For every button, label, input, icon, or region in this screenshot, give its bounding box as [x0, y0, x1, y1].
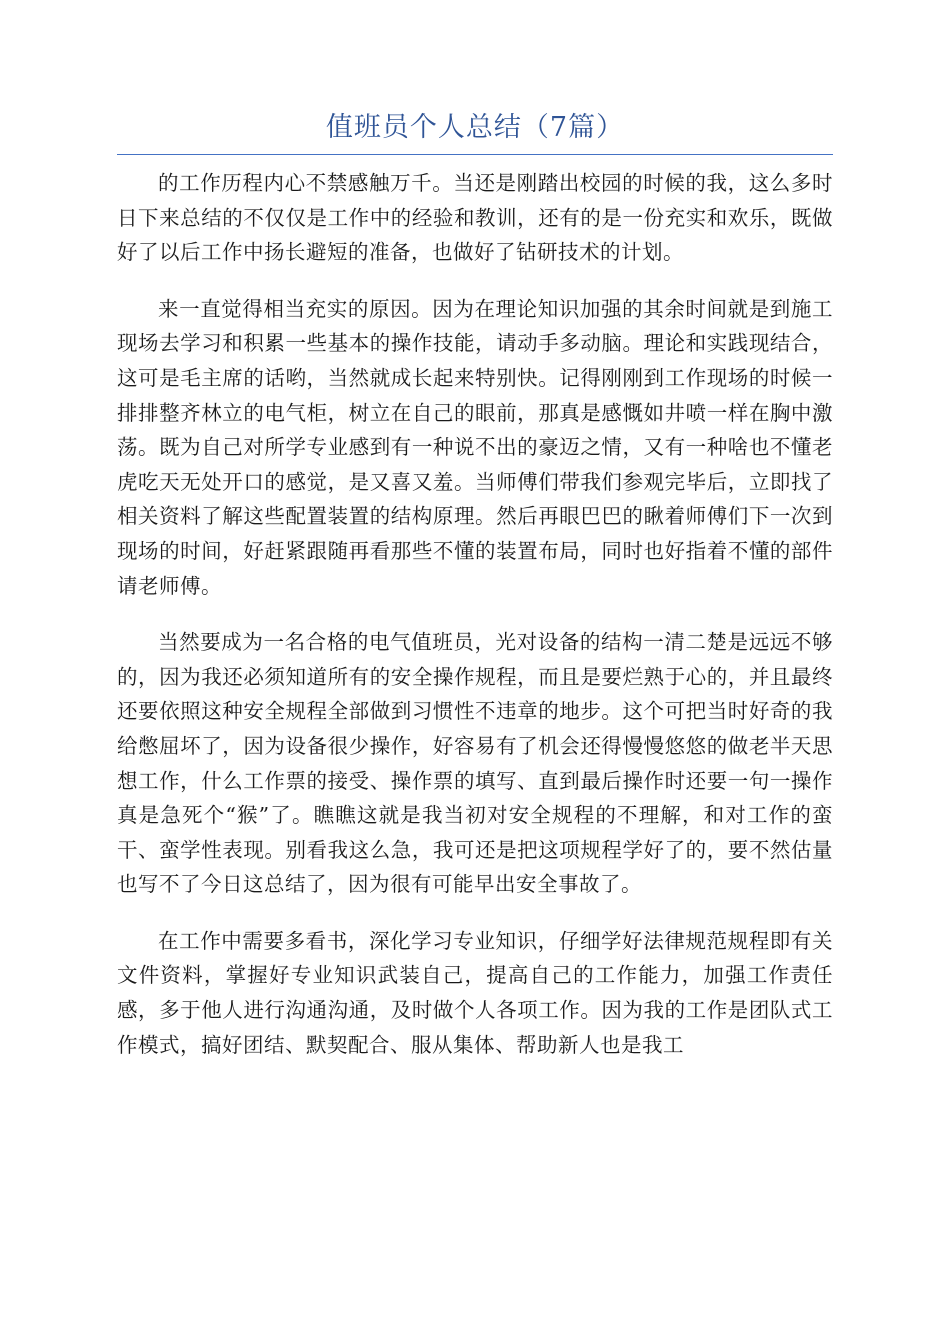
document-body	[117, 166, 833, 1084]
paragraph-1: 的工作历程内心不禁感触万千。当还是刚踏出校园的时候的我，这么多时日下来总结的不仅仅是工作中的经验和教训，还有的是一份充实和欢乐，既做好了以后工作中扬长避短的准备，也做好了钻研技术的计划。	[117, 171, 833, 265]
paragraph-2: 来一直觉得相当充实的原因。因为在理论知识加强的其余时间就是到施工现场去学习和积累一些基本的操作技能，请动手多动脑。理论和实践现结合，这可是毛主席的话哟，当然就成长起来特别快。记得刚刚到工作现场的时候一排排整齐林立的电气柜，树立在自己的眼前，那真是感慨如井喷一样在胸中激荡。既为自己对所学专业感到有一种说不出的豪迈之情，又有一种啥也不懂老虎吃天无处开口的感觉，是又喜又羞。当师傅们带我们参观完毕后，立即找了相关资料了解这些配置装置的结构原理。然后再眼巴巴的瞅着师傅们下一次到现场的时间，好赶紧跟随再看那些不懂的装置布局，同时也好指着不懂的部件请老师傅。	[117, 296, 833, 598]
paragraph-4: 在工作中需要多看书，深化学习专业知识，仔细学好法律规范规程即有关文件资料，掌握好专业知识武装自己，提高自己的工作能力，加强工作责任感，多于他人进行沟通沟通，及时做个人各项工作。因为我的工作是团队式工作模式，搞好团结、默契配合、服从集体、帮助新人也是我工	[117, 928, 833, 1057]
paragraph-3: 当然要成为一名合格的电气值班员，光对设备的结构一清二楚是远远不够的，因为我还必须知道所有的安全操作规程，而且是要烂熟于心的，并且最终还要依照这种安全规程全部做到习惯性不违章的地步。这个可把当时好奇的我给憋屈坏了，因为设备很少操作，好容易有了机会还得慢慢悠悠的做老半天思想工作，什么工作票的接受、操作票的填写、直到最后操作时还要一句一操作真是急死个“猴”了。瞧瞧这就是我当初对安全规程的不理解，和对工作的蛮干、蛮学性表现。别看我这么急，我可还是把这项规程学好了的，要不然估量也写不了今日这总结了，因为很有可能早出安全事故了。	[117, 630, 833, 897]
title-underline	[117, 154, 833, 155]
document-title: 值班员个人总结（7篇）	[325, 112, 625, 143]
